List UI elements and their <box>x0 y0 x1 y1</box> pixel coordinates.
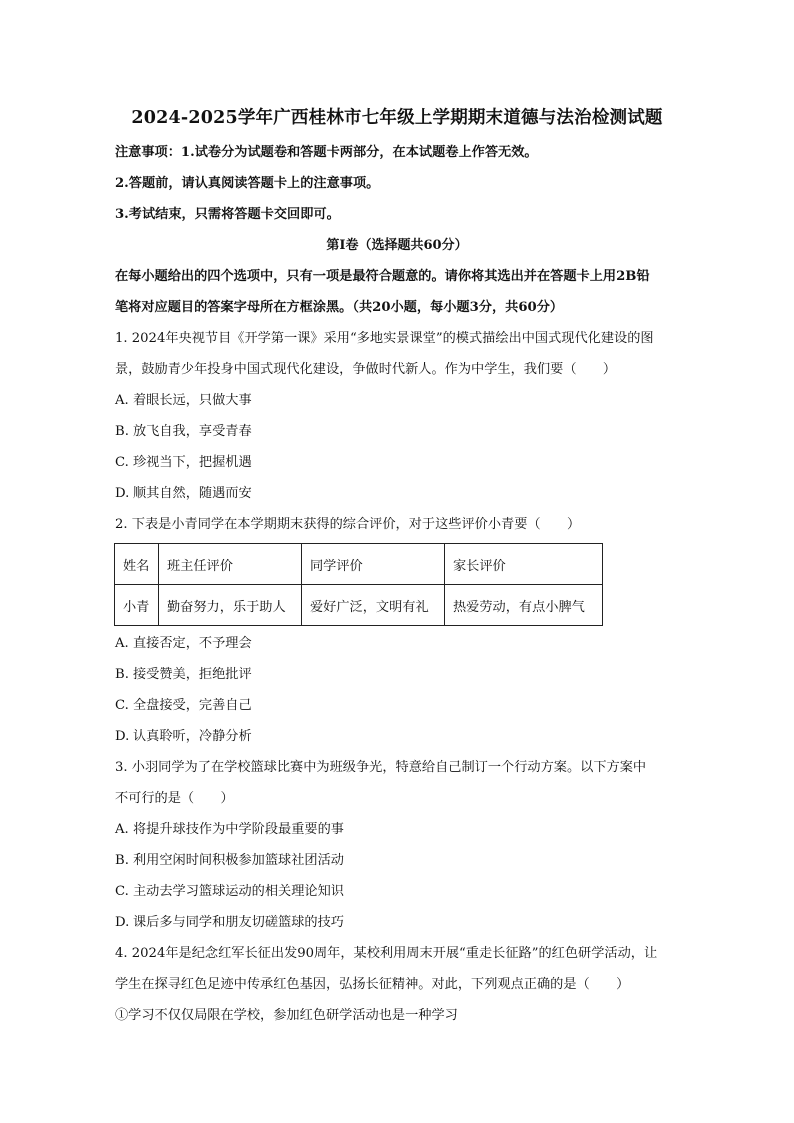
table-cell: 勤奋努力，乐于助人 <box>159 585 302 626</box>
q3-stem-line-2: 不可行的是（ ） <box>115 791 234 806</box>
q2-option-a <box>115 634 252 654</box>
option-text: 直接否定，不予理会 <box>133 636 252 651</box>
q4-item-1: ①学习不仅仅局限在学校，参加红色研学活动也是一种学习 <box>115 1008 458 1023</box>
page-title: 2024-2025学年广西桂林市七年级上学期期末道德与法治检测试题 <box>131 108 663 128</box>
option-text: 接受赞美，拒绝批评 <box>133 667 252 682</box>
q3-option-b <box>115 851 344 871</box>
q4-stem-line-1: 4. 2024年是纪念红军长征出发90周年，某校利用周末开展“重走长征路”的红色研学活动，让 <box>115 946 658 961</box>
option-letter: B. <box>115 853 129 868</box>
note-line-3: 3.考试结束，只需将答题卡交回即可。 <box>115 207 340 222</box>
option-letter: A. <box>115 393 129 408</box>
table-header-cell: 同学评价 <box>302 544 445 585</box>
option-text: 放飞自我，享受青春 <box>133 424 252 439</box>
q1-stem-line-1: 1. 2024年央视节目《开学第一课》采用“多地实景课堂”的模式描绘出中国式现代化建设的图 <box>115 331 654 346</box>
option-text: 将提升球技作为中学阶段最重要的事 <box>133 822 344 837</box>
option-letter: D. <box>115 729 130 744</box>
option-letter: C. <box>115 884 129 899</box>
option-text: 着眼长远，只做大事 <box>133 393 252 408</box>
option-text: 全盘接受，完善自己 <box>133 698 252 713</box>
option-text: 顺其自然，随遇而安 <box>133 486 252 501</box>
q1-stem-line-2: 景，鼓励青少年投身中国式现代化建设，争做时代新人。作为中学生，我们要（ ） <box>115 362 617 377</box>
section-title: 第Ⅰ卷（选择题共60分） <box>326 238 468 253</box>
q2-option-b <box>115 665 252 685</box>
q2-option-c <box>115 696 252 716</box>
q4-stem-line-2: 学生在探寻红色足迹中传承红色基因，弘扬长征精神。对此，下列观点正确的是（ ） <box>115 977 630 992</box>
option-text: 认真聆听，冷静分析 <box>133 729 252 744</box>
option-text: 珍视当下，把握机遇 <box>133 455 252 470</box>
instruction-line-1: 在每小题给出的四个选项中，只有一项是最符合题意的。请你将其选出并在答题卡上用2B铅 <box>115 269 650 284</box>
option-text: 利用空闲时间积极参加篮球社团活动 <box>133 853 344 868</box>
q3-option-c <box>115 882 344 902</box>
option-letter: D. <box>115 915 130 930</box>
q1-option-d <box>115 484 252 504</box>
note-line-1: 注意事项：1.试卷分为试题卷和答题卡两部分，在本试题卷上作答无效。 <box>115 145 538 160</box>
table-header-row <box>115 544 603 585</box>
q3-stem-line-1: 3. 小羽同学为了在学校篮球比赛中为班级争光，特意给自己制订一个行动方案。以下方案中 <box>115 760 647 775</box>
option-letter: C. <box>115 455 129 470</box>
table-cell: 热爱劳动，有点小脾气 <box>445 585 603 626</box>
table-cell: 爱好广泛，文明有礼 <box>302 585 445 626</box>
option-letter: C. <box>115 698 129 713</box>
q2-option-d <box>115 727 252 747</box>
table-header-cell: 家长评价 <box>445 544 603 585</box>
note-line-2: 2.答题前，请认真阅读答题卡上的注意事项。 <box>115 176 380 191</box>
instruction-line-2: 笔将对应题目的答案字母所在方框涂黑。（共20小题，每小题3分，共60分） <box>115 300 564 315</box>
q3-option-d <box>115 913 344 933</box>
table-cell: 小青 <box>115 585 159 626</box>
table-header-cell: 姓名 <box>115 544 159 585</box>
evaluation-table <box>114 543 603 626</box>
q1-option-c <box>115 453 252 473</box>
table-row <box>115 585 603 626</box>
q3-option-a <box>115 820 344 840</box>
option-text: 课后多与同学和朋友切磋篮球的技巧 <box>133 915 344 930</box>
table-header-cell: 班主任评价 <box>159 544 302 585</box>
option-letter: A. <box>115 636 129 651</box>
option-letter: B. <box>115 424 129 439</box>
option-letter: A. <box>115 822 129 837</box>
option-letter: B. <box>115 667 129 682</box>
option-text: 主动去学习篮球运动的相关理论知识 <box>133 884 344 899</box>
q1-option-a <box>115 391 252 411</box>
q2-stem-line-1: 2. 下表是小青同学在本学期期末获得的综合评价，对于这些评价小青要（ ） <box>115 517 581 532</box>
q1-option-b <box>115 422 252 442</box>
option-letter: D. <box>115 486 130 501</box>
